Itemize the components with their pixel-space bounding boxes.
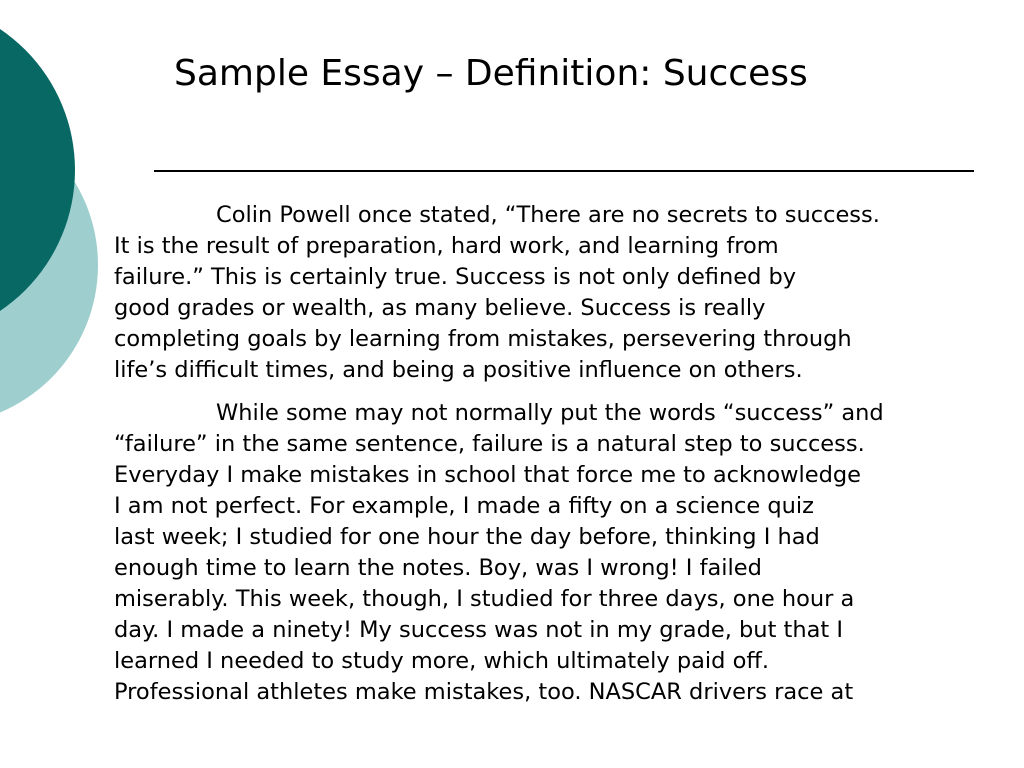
essay-line: miserably. This week, though, I studied for three days, one hour a <box>114 586 855 612</box>
essay-line: Everyday I make mistakes in school that force me to acknowledge <box>114 462 862 488</box>
essay-line: Colin Powell once stated, “There are no secrets to success. <box>216 202 880 228</box>
essay-line: completing goals by learning from mistakes, persevering through <box>114 326 852 352</box>
title-divider <box>154 170 974 172</box>
essay-line: While some may not normally put the words “success” and <box>216 400 884 426</box>
essay-line: It is the result of preparation, hard work, and learning from <box>114 233 779 259</box>
essay-paragraph-1 <box>114 200 984 386</box>
essay-line: good grades or wealth, as many believe. Success is really <box>114 295 766 321</box>
essay-line: last week; I studied for one hour the day before, thinking I had <box>114 524 820 550</box>
essay-line: enough time to learn the notes. Boy, was I wrong! I failed <box>114 555 762 581</box>
essay-line: “failure” in the same sentence, failure is a natural step to success. <box>114 431 865 457</box>
essay-paragraph-2 <box>114 398 984 708</box>
essay-line: Professional athletes make mistakes, too. NASCAR drivers race at <box>114 679 854 705</box>
essay-body <box>114 200 984 720</box>
slide-title: Sample Essay – Definition: Success <box>174 53 808 94</box>
essay-line: failure.” This is certainly true. Success is not only defined by <box>114 264 797 290</box>
essay-line: day. I made a ninety! My success was not in my grade, but that I <box>114 617 844 643</box>
essay-line: learned I needed to study more, which ultimately paid off. <box>114 648 769 674</box>
essay-line: life’s difficult times, and being a positive influence on others. <box>114 357 803 383</box>
essay-line: I am not perfect. For example, I made a fifty on a science quiz <box>114 493 814 519</box>
